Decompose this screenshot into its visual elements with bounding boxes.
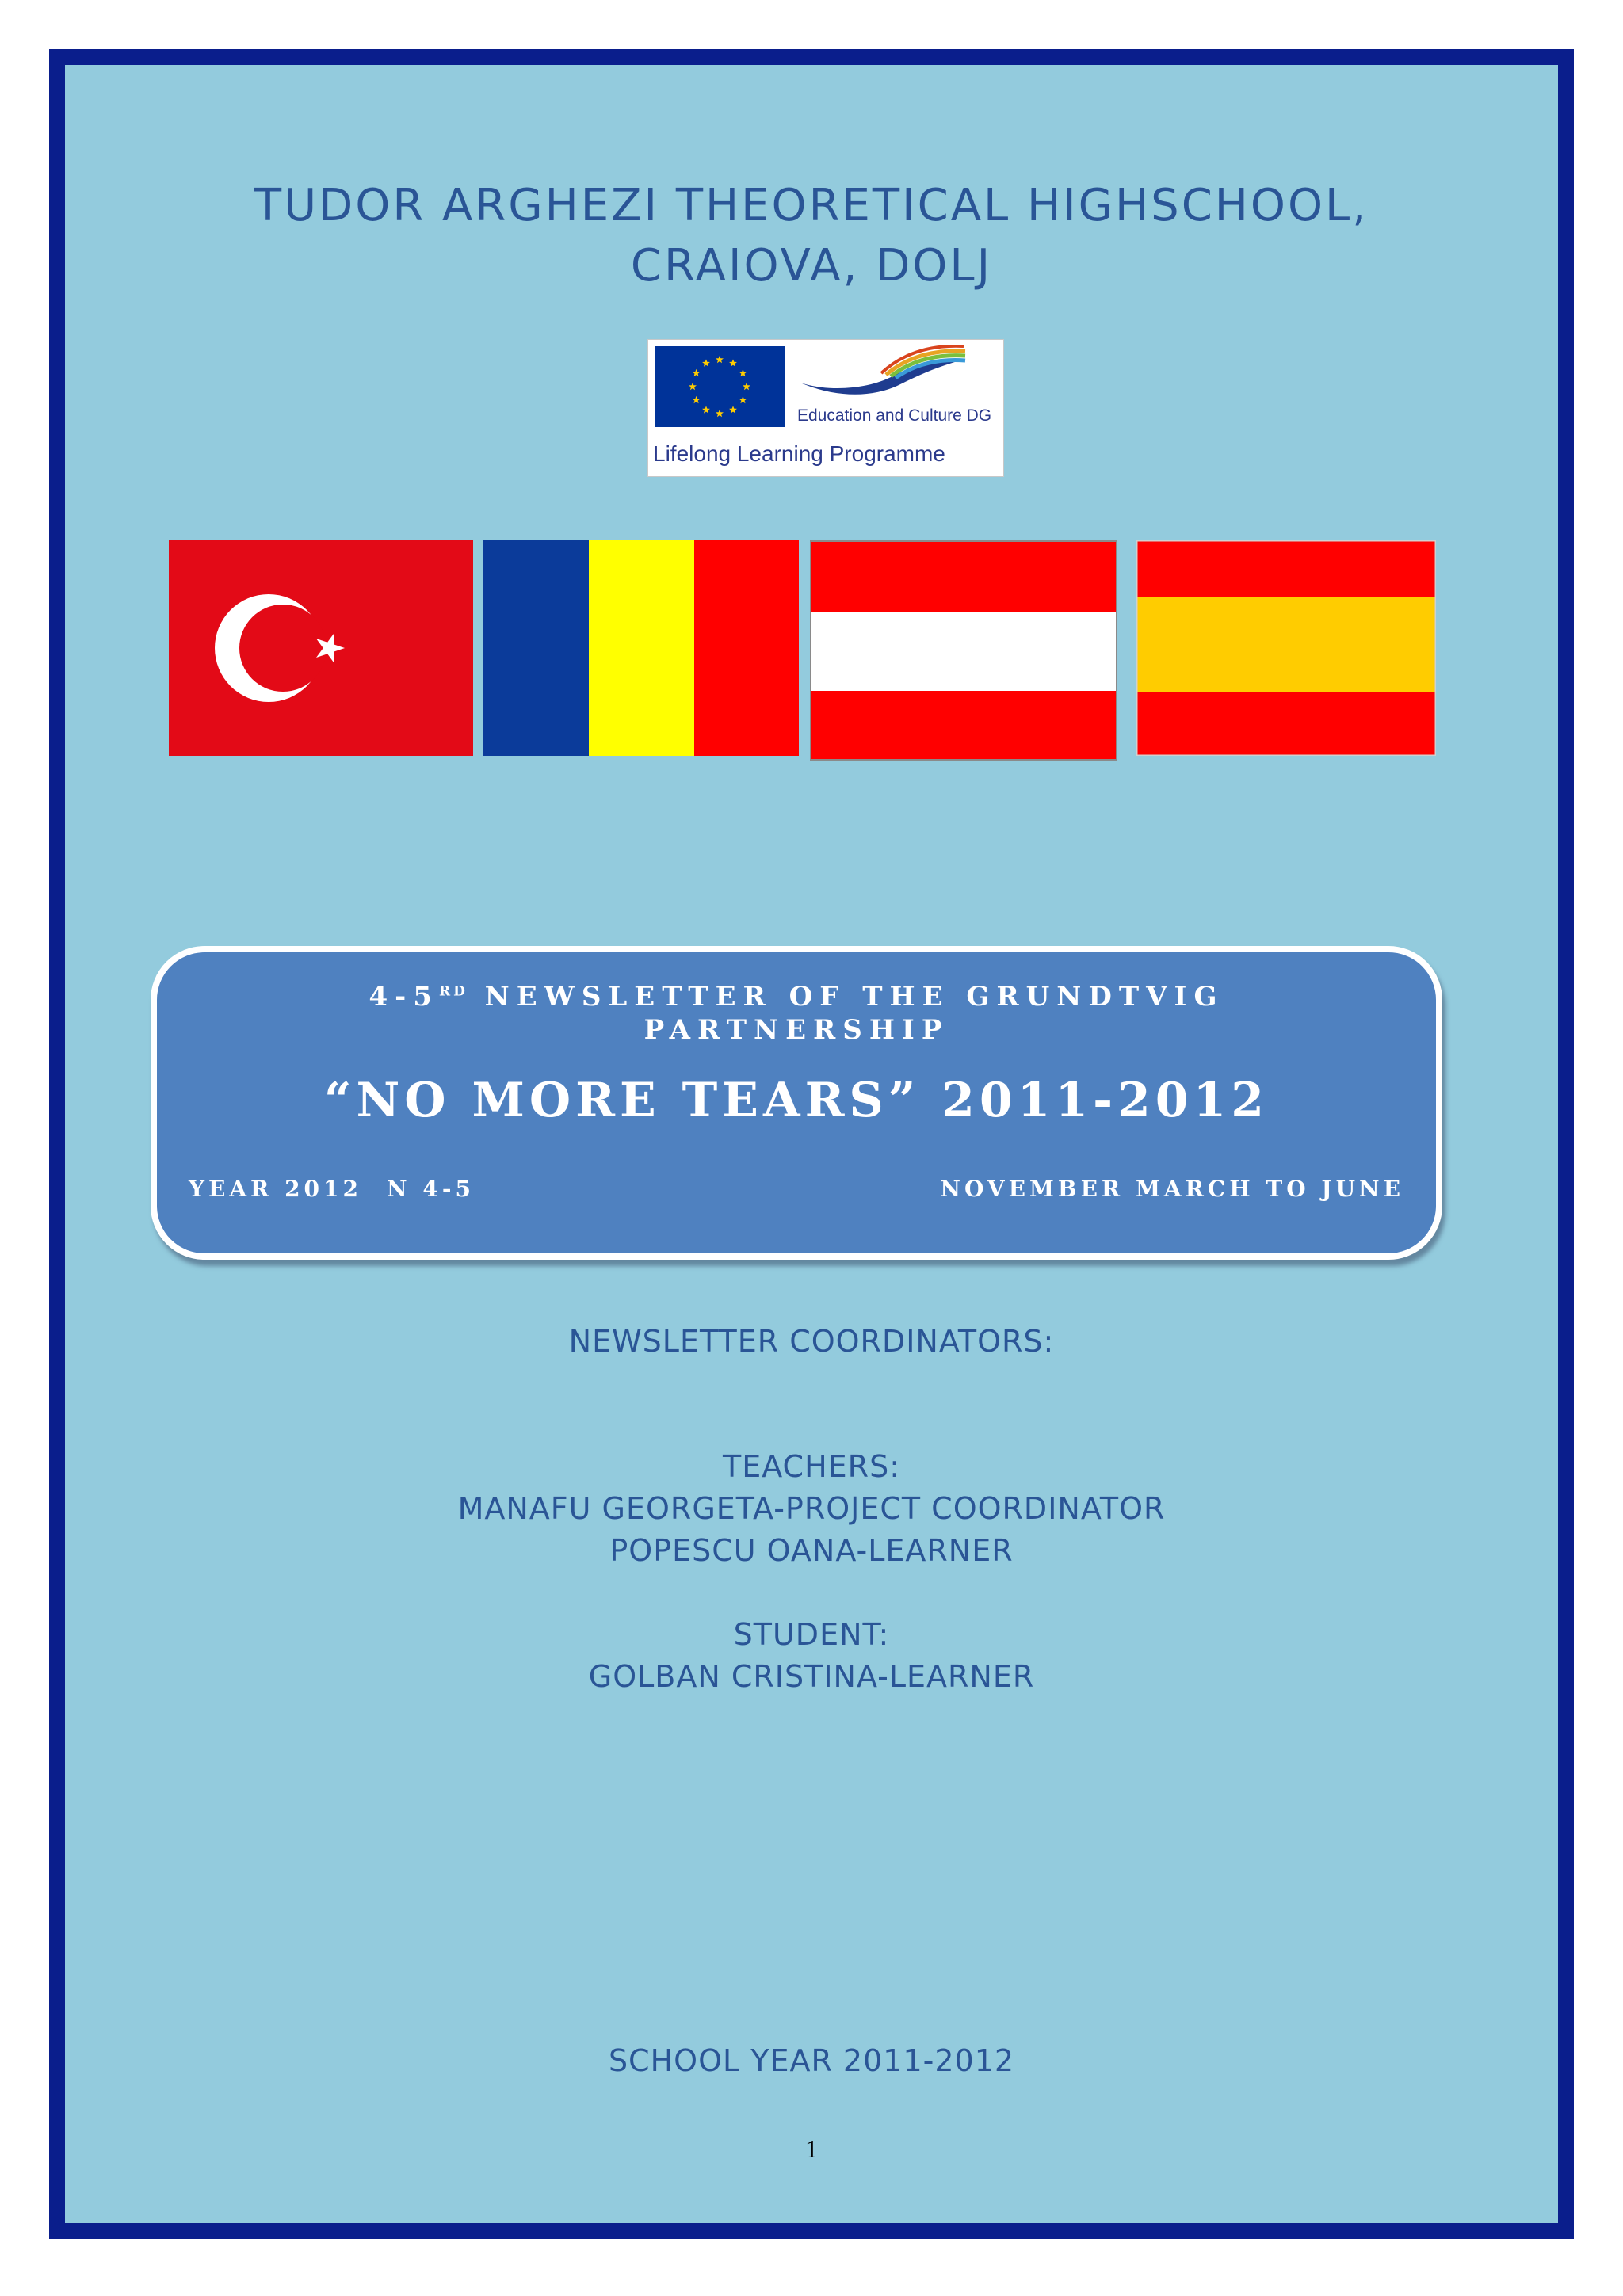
llp-dg-text: Education and Culture DG [797,406,992,425]
eu-flag-icon [655,346,785,427]
page-number: 1 [805,2134,818,2163]
turkey-flag-icon [169,540,473,756]
romania-flag-icon [483,540,799,756]
spain-flag-icon [1136,540,1436,756]
newsletter-partnership-line: PARTNERSHIP [643,1014,949,1046]
teacher-name: POPESCU OANA-LEARNER [609,1533,1014,1568]
school-title-line2: CRAIOVA, DOLJ [630,240,993,292]
llp-bird-logo-icon [797,345,968,403]
student-heading: STUDENT: [733,1617,890,1652]
newsletter-year: YEAR 2012 [189,1176,363,1202]
newsletter-issue-line: 4-5RD NEWSLETTER OF THE GRUNDTVIG [369,981,1224,1013]
school-title-line1: TUDOR ARGHEZI THEORETICAL HIGHSCHOOL, [254,180,1369,231]
coordinators-heading: NEWSLETTER COORDINATORS: [568,1324,1055,1359]
newsletter-title: “NO MORE TEARS” 2011-2012 [323,1073,1270,1128]
newsletter-banner [151,946,1442,1260]
newsletter-number: N 4-5 [387,1176,475,1202]
austria-flag-icon [810,540,1117,761]
page-frame [49,49,1574,2239]
school-year: SCHOOL YEAR 2011-2012 [608,2043,1015,2078]
newsletter-period: NOVEMBER MARCH TO JUNE [940,1176,1404,1202]
teacher-name: MANAFU GEORGETA-PROJECT COORDINATOR [457,1491,1166,1526]
llp-programme-text: Lifelong Learning Programme [653,441,945,466]
llp-logo [647,339,1004,477]
teachers-heading: TEACHERS: [723,1449,900,1484]
student-name: GOLBAN CRISTINA-LEARNER [588,1659,1035,1694]
